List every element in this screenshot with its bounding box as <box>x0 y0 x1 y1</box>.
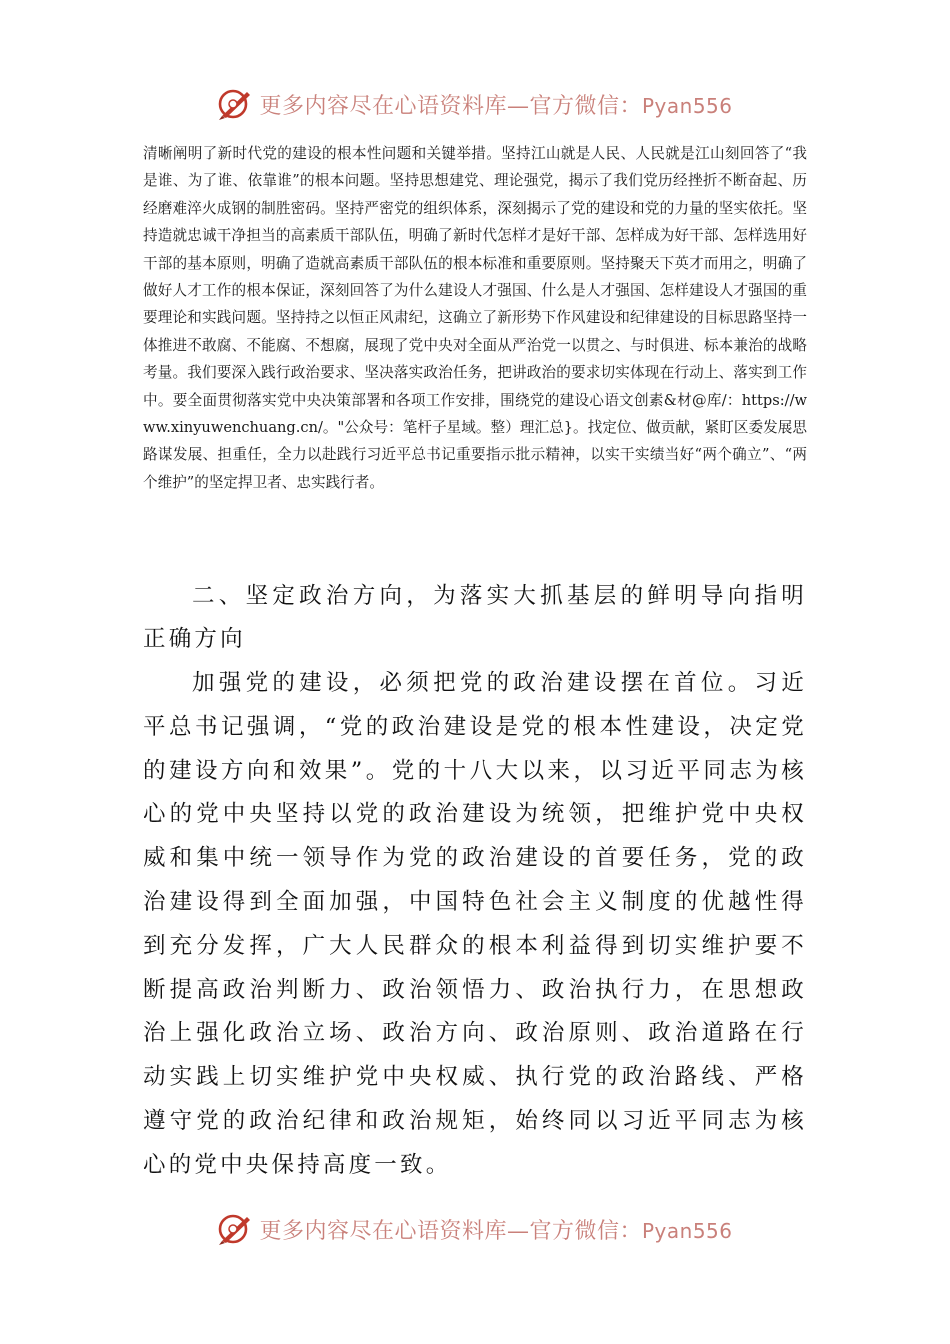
pen-logo-icon <box>217 86 253 122</box>
header-wechat-id: Pyan556 <box>642 93 733 118</box>
section-heading: 二、坚定政治方向，为落实大抓基层的鲜明导向指明正确方向 <box>143 583 807 652</box>
footer-wechat-id: Pyan556 <box>642 1218 733 1243</box>
body-paragraph: 加强党的建设，必须把党的政治建设摆在首位。习近平总书记强调，“党的政治建设是党的根本性建设，决定党的建设方向和效果”。党的十八大以来，以习近平同志为核心的党中央坚持以党的政治建设为统领，把维护党中央权威和集中统一领导作为党的政治建设的首要任务，党的政治建设得到全面加强，中国特色社会主义制度的优越性得到充分发挥，广大人民群众的根本利益得到切实维护要不断提高政治判断力、政治领悟力、政治执行力，在思想政治上强化政治立场、政治方向、政治原则、政治道路在行动实践上切实维护党中央权威、执行党的政治路线、严格遵守党的政治纪律和政治规矩，始终同以习近平同志为核心的党中央保持高度一致。 <box>143 670 807 1178</box>
footer-banner-text: 更多内容尽在心语资料库—官方微信：Pyan556 <box>259 1218 733 1244</box>
footer-banner <box>0 1209 950 1249</box>
pen-logo-icon <box>217 1211 253 1247</box>
header-banner-text: 更多内容尽在心语资料库—官方微信：Pyan556 <box>259 93 733 119</box>
intro-paragraph: 清晰阐明了新时代党的建设的根本性问题和关键举措。坚持江山就是人民、人民就是江山刻回答了“我是谁、为了谁、依靠谁”的根本问题。坚持思想建党、理论强党，揭示了我们党历经挫折不断奋起、历经磨难淬火成钢的制胜密码。坚持严密党的组织体系，深刻揭示了党的建设和党的力量的坚实依托。坚持造就忠诚干净担当的高素质干部队伍，明确了新时代怎样才是好干部、怎样成为好干部、怎样选用好干部的基本原则，明确了造就高素质干部队伍的根本标准和重要原则。坚持聚天下英才而用之，明确了做好人才工作的根本保证，深刻回答了为什么建设人才强国、什么是人才强国、怎样建设人才强国的重要理论和实践问题。坚持持之以恒正风肃纪，这确立了新形势下作风建设和纪律建设的目标思路坚持一体推进不敢腐、不能腐、不想腐，展现了党中央对全面从严治党一以贯之、与时俱进、标本兼治的战略考量。我们要深入践行政治要求、坚决落实政治任务，把讲政治的要求切实体现在行动上、落实到工作中。要全面贯彻落实党中央决策部署和各项工作安排，围绕党的建设心语文创素&材@库/：https://www.xinyuwenchuang.cn/。"公众号：笔杆子星域。整）理汇总}。找定位、做贡献，紧盯区委发展思路谋发展、担重任，全力以赴践行习近平总书记重要指示批示精神，以实干实绩当好“两个确立”、“两个维护”的坚定捍卫者、忠实践行者。 <box>143 145 807 491</box>
header-banner <box>0 84 950 124</box>
